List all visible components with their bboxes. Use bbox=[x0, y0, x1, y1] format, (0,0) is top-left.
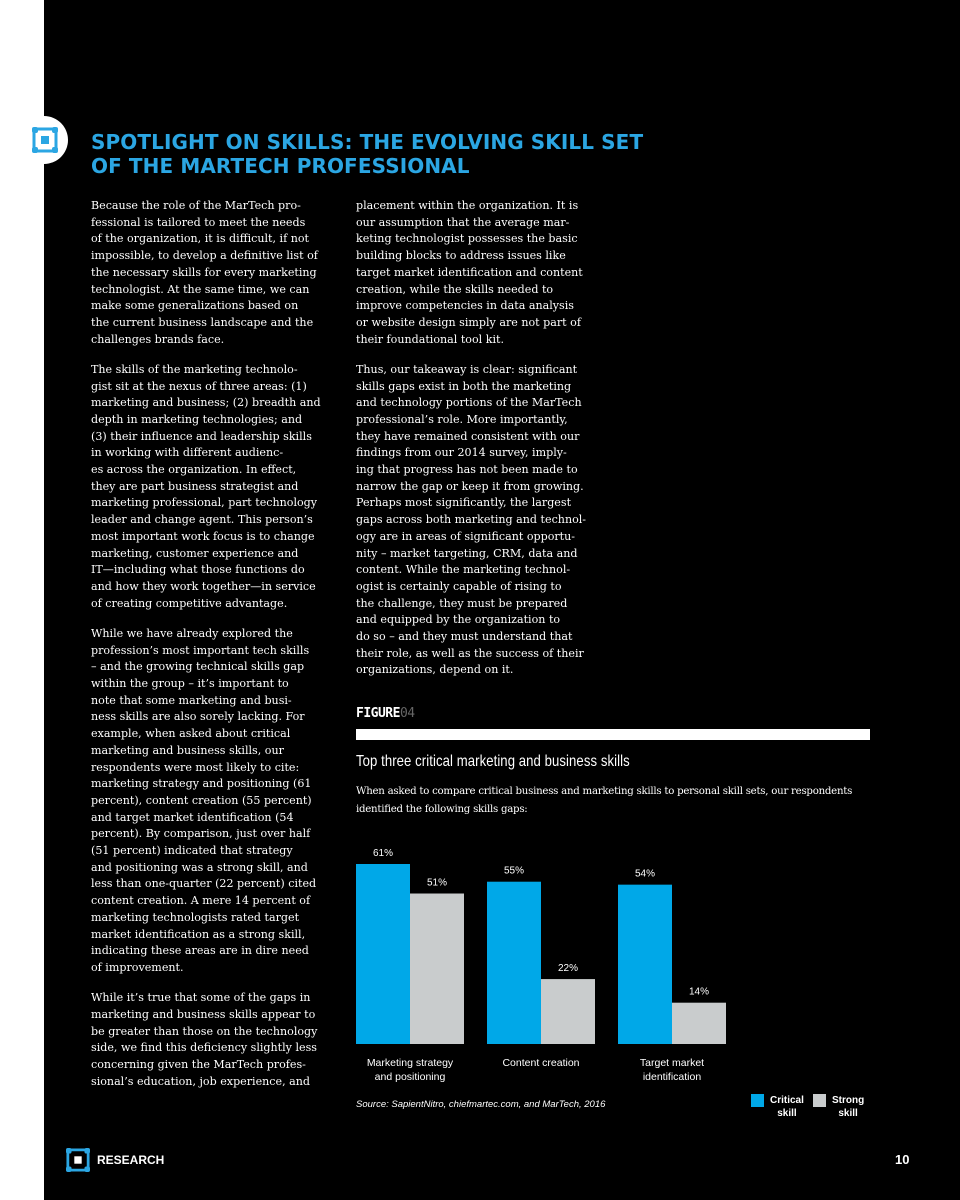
figure-description: When asked to compare critical business and marketing skills to personal skill sets, our respondents identified the following skills gaps: bbox=[356, 786, 853, 815]
figure-divider bbox=[356, 729, 870, 740]
paragraph: placement within the organization. It is our assumption that the average mar- keting technologist possesses the basic building blocks to address issues like target market identification and content creation, while the skills needed to improve competencies in data analysis or website design simply are not part of their foundational tool kit. bbox=[356, 199, 583, 346]
body-column-right bbox=[356, 198, 606, 693]
paragraph: While it’s true that some of the gaps in marketing and business skills appear to be greater than those on the technology side, we find this deficiency slightly less concerning given the MarTech profes- sional’s education, job experience, and bbox=[91, 991, 318, 1088]
paragraph: The skills of the marketing technolo- gist sit at the nexus of three areas: (1) marketing and business; (2) breadth and depth in marketing technologies; and (3) their influence and leadership skills in working with different audienc- es across the organization. In effect, they are part business strategist and marketing professional, part technology leader and change agent. This person’s most important work focus is to change marketing, customer experience and IT—including what those functions do and how they work together—in service of creating competitive advantage. bbox=[91, 362, 321, 610]
category-label: and positioning bbox=[374, 1071, 446, 1083]
legend-critical-swatch bbox=[751, 1094, 764, 1107]
bar-critical-0 bbox=[356, 864, 410, 1044]
figure-title: Top three critical marketing and business skills bbox=[356, 753, 630, 770]
legend-strong-swatch bbox=[813, 1094, 826, 1107]
bar-value-label: 14% bbox=[688, 986, 710, 998]
research-logo-icon bbox=[32, 127, 58, 153]
legend-strong-label: Strong skill bbox=[832, 1095, 865, 1119]
bar-chart bbox=[340, 838, 740, 1088]
bar-value-label: 22% bbox=[557, 963, 579, 975]
paragraph: While we have already explored the profession’s most important tech skills – and the growing technical skills gap within the group – it’s important to note that some marketing and busi- ness skills are also sorely lacking. For example, when asked about critical marketing and business skills, our respondents were most likely to cite: marketing strategy and positioning (61 percent), content creation (55 percent) and target market identification (54 percent). By comparison, just over half (51 percent) indicated that strategy and positioning was a strong skill, and less than one-quarter (22 percent) cited content creation. A mere 14 percent of marketing technologists rated target market identification as a strong skill, indicating these areas are in dire need of improvement. bbox=[91, 626, 317, 974]
left-margin-strip bbox=[0, 0, 44, 1200]
figure-label-text: FIGURE bbox=[356, 706, 400, 721]
bar-value-label: 51% bbox=[426, 877, 448, 889]
page-number: 10 bbox=[895, 1152, 910, 1167]
bar-critical-1 bbox=[487, 882, 541, 1044]
legend-critical bbox=[751, 1094, 804, 1120]
bar-value-label: 61% bbox=[372, 848, 394, 859]
figure-label bbox=[356, 706, 415, 721]
legend-critical-label: Critical skill bbox=[770, 1095, 804, 1119]
bar-value-label: 55% bbox=[503, 865, 525, 877]
figure-number: 04 bbox=[399, 706, 415, 721]
paragraph: Thus, our takeaway is clear: significant skills gaps exist in both the marketing and technology portions of the MarTech professional’s role. More importantly, they have remained consistent with our findings from our 2014 survey, imply- ing that progress has not been made to narrow the gap or keep it from growing. Perhaps most significantly, the largest gaps across both marketing and technol- ogy are in areas of significant opportu- nity – market targeting, CRM, data and content. While the marketing technol- ogist is certainly capable of rising to the challenge, they must be prepared and equipped by the organization to do so – and they must understand that their role, as well as the success of their organizations, depend on it. bbox=[356, 362, 587, 677]
page-title: SPOTLIGHT ON SKILLS: THE EVOLVING SKILL SET OF THE MARTECH PROFESSIONAL bbox=[91, 130, 644, 178]
category-label: Target market bbox=[639, 1057, 705, 1069]
category-label: Marketing strategy bbox=[366, 1057, 454, 1069]
bar-critical-2 bbox=[618, 885, 672, 1044]
footer-logo-icon bbox=[66, 1148, 90, 1172]
category-label: identification bbox=[642, 1071, 702, 1083]
footer-section-label: RESEARCH bbox=[97, 1153, 165, 1167]
category-label: Content creation bbox=[502, 1057, 580, 1069]
bar-value-label: 54% bbox=[634, 868, 656, 880]
bar-strong-0 bbox=[410, 894, 464, 1044]
legend-strong bbox=[813, 1094, 864, 1120]
figure-source: Source: SapientNitro, chiefmartec.com, and MarTech, 2016 bbox=[356, 1099, 606, 1110]
bar-strong-1 bbox=[541, 979, 595, 1044]
body-column-left bbox=[91, 198, 341, 1104]
bar-strong-2 bbox=[672, 1003, 726, 1044]
paragraph: Because the role of the MarTech pro- fessional is tailored to meet the needs of the organization, it is difficult, if not impossible, to develop a definitive list of the necessary skills for every marketing technologist. At the same time, we can make some generalizations based on the current business landscape and the challenges brands face. bbox=[91, 199, 318, 346]
